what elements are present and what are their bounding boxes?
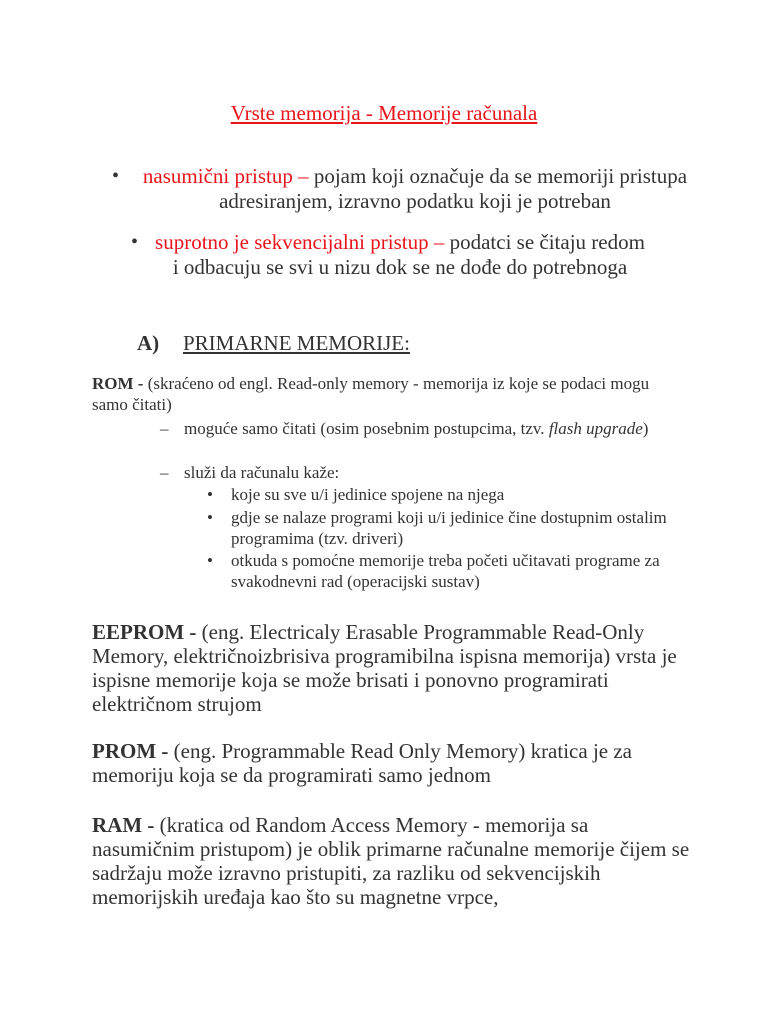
sub-item-text: koje su sve u/i jedinice spojene na njega [231,485,505,504]
sub-bullet-marker: • [207,485,213,504]
sub-bullet-marker: • [207,508,213,527]
rom-text: (skraćeno od engl. Read-only memory - memorija iz koje se podaci mogu samo čitati) [92,374,650,414]
ram-text: (kratica od Random Access Memory - memorija sa nasumičnim pristupom) je oblik primarne računalne memorije čijem se sadržaju može izravno pristupiti, za razliku od sekvencijskih memorijskih uređaja kao što su magnetne vrpce, [92,813,690,909]
rom-sub-item [207,550,671,592]
dash-marker: – [160,463,169,482]
ram-term: RAM - [92,813,155,837]
eeprom-paragraph [92,620,692,716]
prom-paragraph [92,739,692,787]
bullet-text: pojam koji označuje da se memoriji pristupa adresiranjem, izravno podatku koji je potreban [219,164,688,213]
rom-term: ROM - [92,374,144,393]
bullet-term: nasumični pristup – [142,164,309,188]
ram-paragraph [92,813,692,909]
bullet-marker: • [112,165,120,187]
dash-text: moguće samo čitati (osim posebnim postupcima, tzv. [184,419,549,438]
page-title: Vrste memorija - Memorije računala [230,101,538,125]
prom-term: PROM - [92,739,169,763]
eeprom-term: EEPROM - [92,620,197,644]
rom-dash-item-read-only [160,418,684,439]
dash-italic-text: flash upgrade [548,419,643,438]
section-label: PRIMARNE MEMORIJE: [183,331,410,355]
section-number: A) [137,331,160,355]
eeprom-text: (eng. Electricaly Erasable Programmable Read-Only Memory, električnoizbrisiva programibilna ispisna memorija) vrsta je ispisne memorije koja se može brisati i ponovno programirati električnom strujom [92,620,677,716]
rom-sub-item [207,507,671,549]
bullet-marker: • [131,231,139,253]
bullet-sequential-access [131,230,645,280]
rom-paragraph [92,373,682,415]
dash-marker: – [160,419,169,438]
sub-item-text: gdje se nalaze programi koji u/i jedinice čine dostupnim ostalim programima (tzv. driveri) [231,508,667,548]
prom-text: (eng. Programmable Read Only Memory) kratica je za memoriju koja se da programirati samo jednom [92,739,632,787]
sub-item-text: otkuda s pomoćne memorije treba početi učitavati programe za svakodnevni rad (operacijski sustav) [231,551,660,591]
rom-dash-item-purpose [160,462,684,483]
sub-bullet-marker: • [207,551,213,570]
bullet-random-access [112,164,690,214]
dash-text-end: ) [642,419,649,438]
section-heading [137,331,410,356]
dash-text: služi da računalu kaže: [184,463,340,482]
rom-sub-item [207,484,671,505]
bullet-term: suprotno je sekvencijalni pristup – [155,230,445,254]
bullet-text: podatci se čitaju redom i odbacuju se svi u nizu dok se ne dođe do potrebnoga [172,230,645,279]
